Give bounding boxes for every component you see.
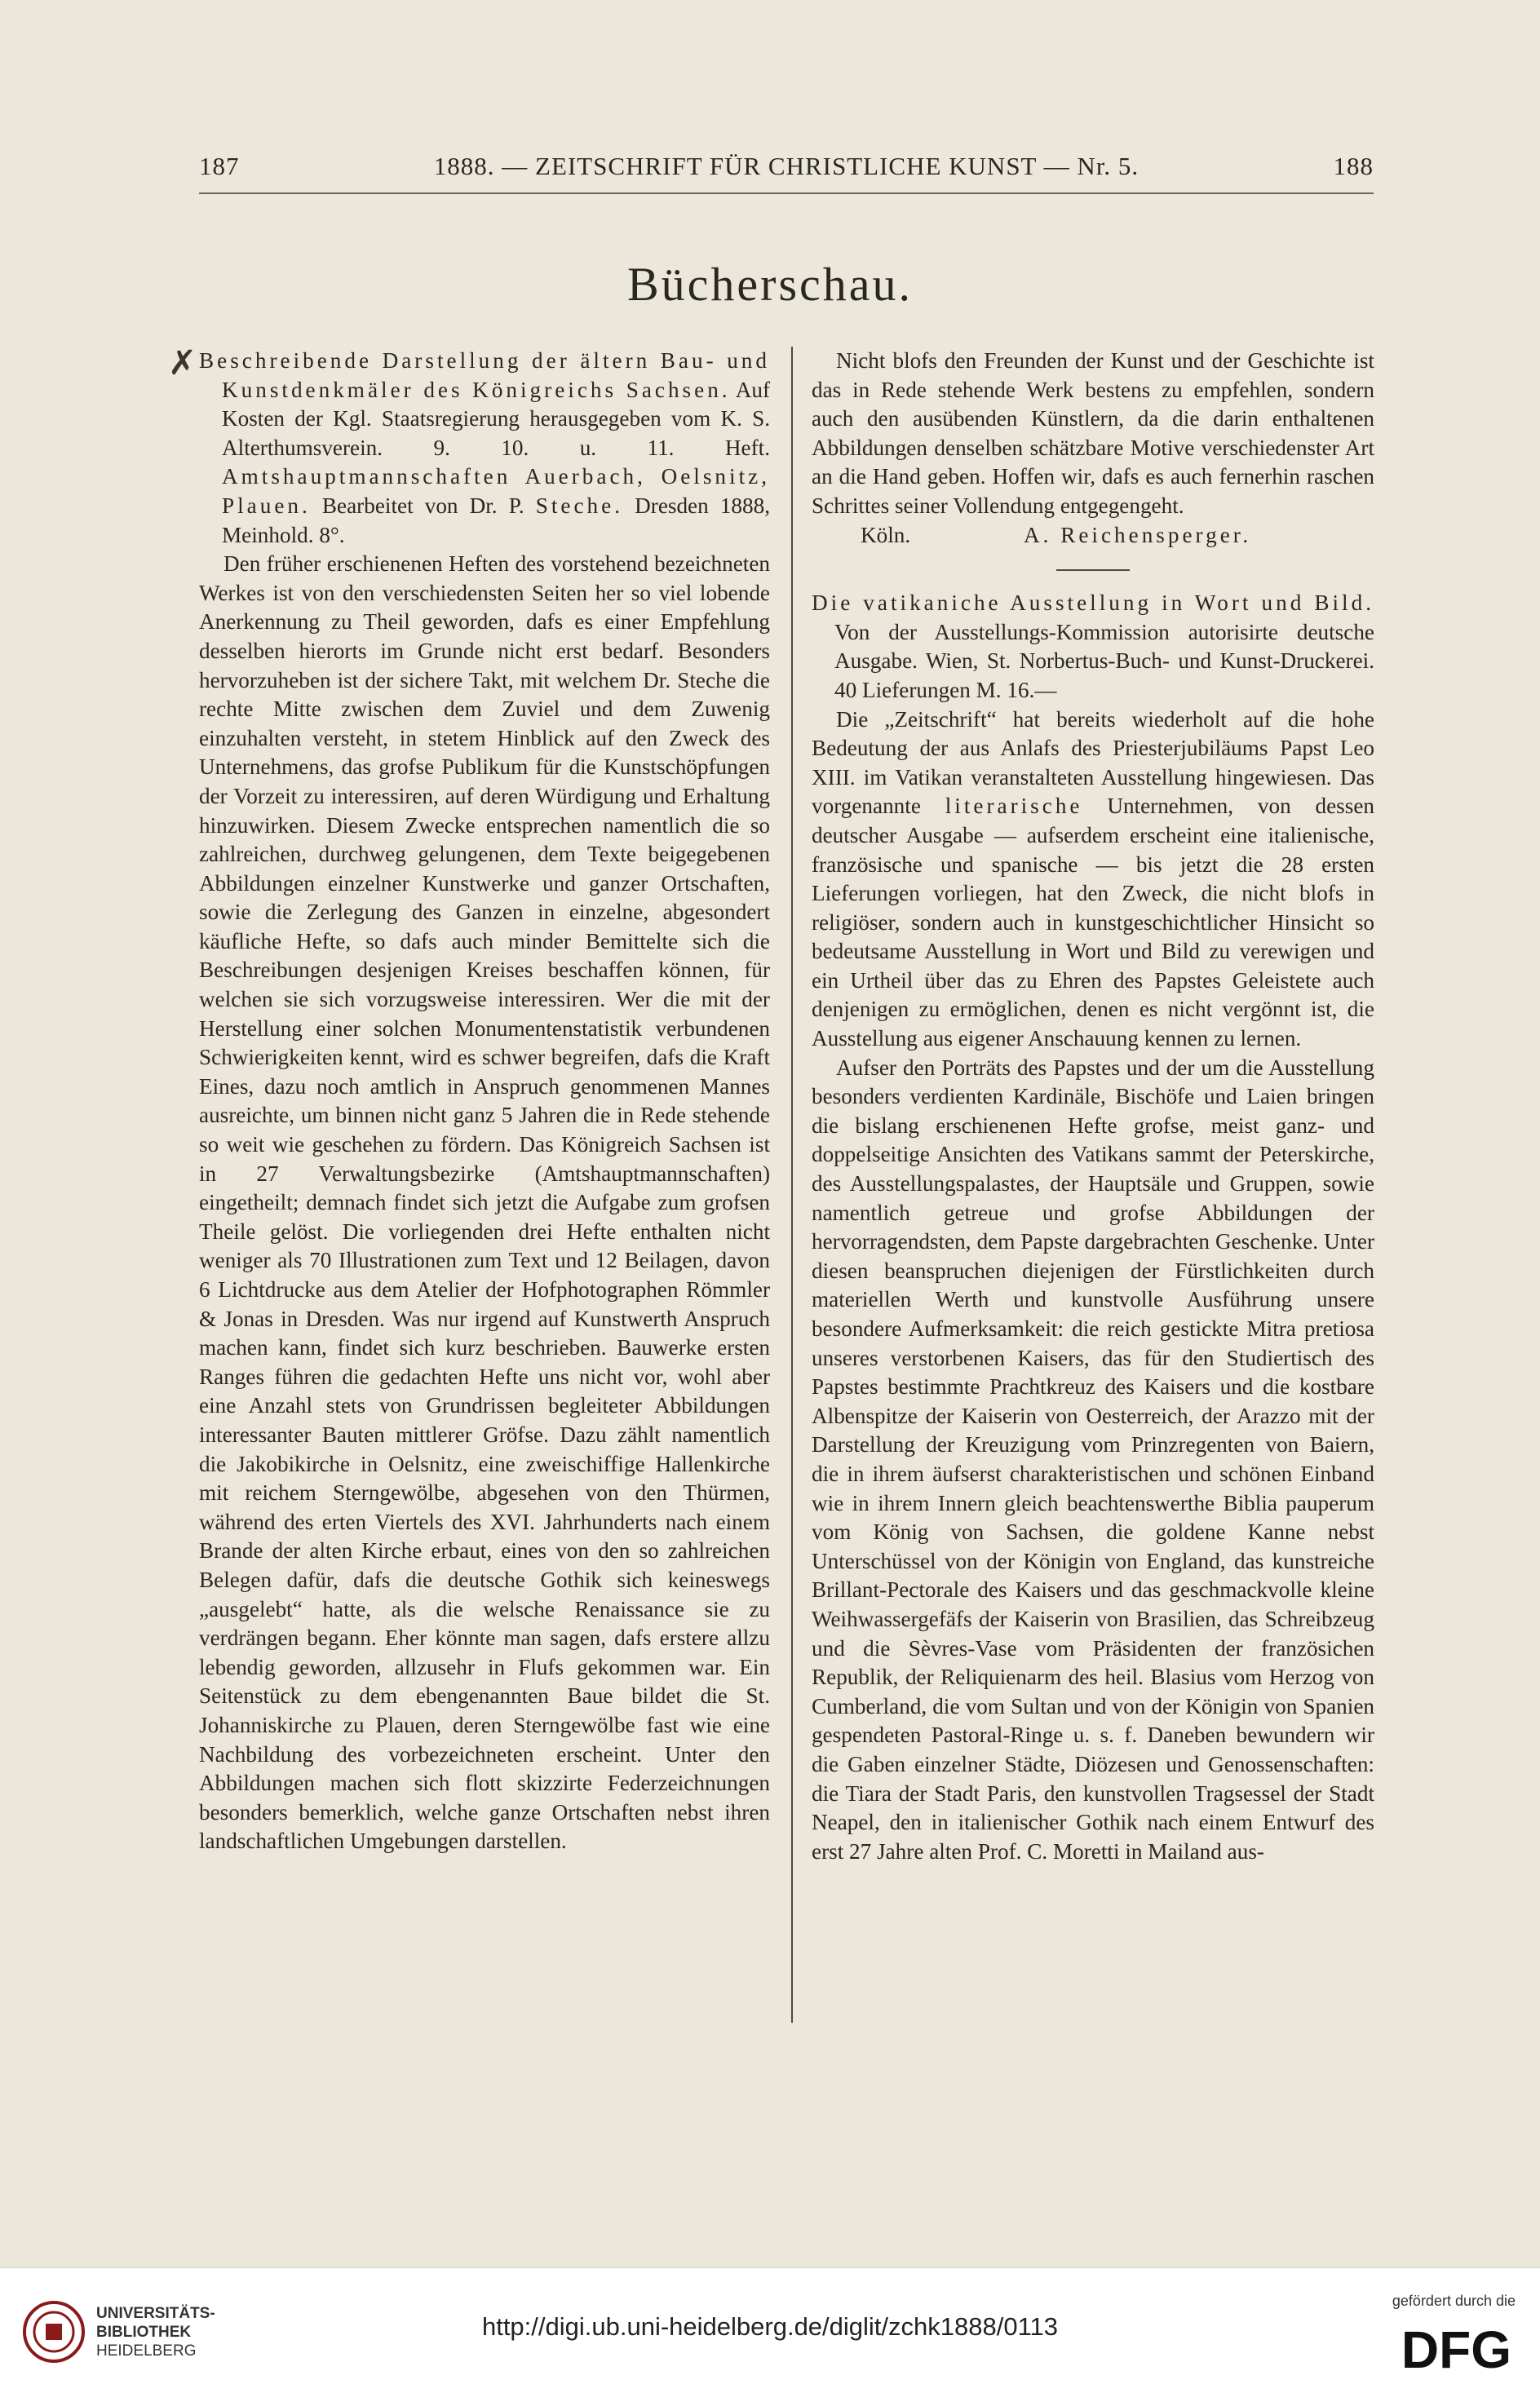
book-title-2: Die vatikaniche Ausstellung in Wort und Bild. (812, 591, 1374, 616)
library-name-line: HEIDELBERG (96, 2342, 197, 2360)
paragraph-text: Die „Zeitschrift“ hat bereits wiederholt auf die hohe Bedeutung der aus Anlafs des Priesterjubiläums Papst Leo XIII. im Vatikan veranstalteten Ausstellung hingewiesen. Das vorgenannte (812, 706, 1374, 819)
library-name-line: UNIVERSITÄTS- (96, 2305, 215, 2322)
book-imprint: Dresden 1888, Meinhold. 8°. (222, 493, 770, 547)
book-author: Steche. (535, 493, 624, 518)
dfg-logo-icon (1344, 2320, 1516, 2374)
signoff-author: A. Reichensperger. (1024, 522, 1252, 547)
funded-by-label: gefördert durch die (1392, 2293, 1516, 2309)
right-column (812, 347, 1374, 1866)
digitization-footer (0, 2267, 1540, 2393)
signoff-city: Köln. (861, 522, 911, 547)
book-editor-prefix: Bearbeitet von Dr. P. (310, 493, 536, 518)
entry-separator (1056, 569, 1130, 571)
page-number-left: 187 (199, 152, 240, 180)
review-paragraph-2 (812, 706, 1374, 1054)
book-publication-info: Auf Kosten der Kgl. Staatsregierung herausgegeben vom K. S. Alterthumsverein. 9. 10. u. 11. Heft. (222, 377, 770, 460)
review-paragraph-continued: Nicht blofs den Freunden der Kunst und der Geschichte ist das in Rede stehende Werk bestens zu empfehlen, sondern auch den ausübenden Künstlern, da die darin enthaltenen Abbildungen denselben schätzbare Motive verschiedenster Art an die Hand geben. Hoffen wir, dafs es auch fernerhin raschen Schrittes seiner Vollendung entgegengeht. (812, 348, 1374, 518)
column-divider (791, 347, 793, 2023)
review-entry-heading-2 (812, 589, 1374, 705)
review-paragraph-3: Aufser den Porträts des Papstes und der um die Ausstellung besonders verdienten Kardinäle, Bischöfe und Laien bringen die bislang erschienenen Hefte grofse, meist ganz- und doppelseitige Ansichten des Vatikans sammt der Peterskirche, des Ausstellungspalastes, der Hauptsäle und Gruppen, sowie namentlich getreue und grofse Abbildungen der hervorragendsten, dem Papste dargebrachten Geschenke. Unter diesen beanspruchen diejenigen der Fürstlichkeiten durch materiellen Werth und kunstvolle Ausführung unsere besondere Aufmerksamkeit: die reich gestickte Mitra pretiosa unseres verstorbenen Kaisers, das für den Studiertisch des Papstes bestimmte Prachtkreuz des Kaisers und die kostbare Albenspitze der Kaiserin von Oesterreich, der Arazzo mit der Darstellung der Kreuzigung vom Prinzregenten von Baiern, die in ihrem äufserst charakteristischen und schönen Einband wie in ihrem Innern gleich beachtenswerthe Biblia pauperum vom König von Sachsen, die goldene Kanne nebst Unterschüssel von der Königin von England, das kunstreiche Brillant-Pectorale des Kaisers und das geschmackvolle kleine Weihwassergefäfs der Kaiserin von Brasilien, das Schreibzeug und die Sèvres-Vase vom Präsidenten der französichen Republik, der Reliquienarm des heil. Blasius vom Herzog von Cumberland, die vom Sultan und von der Königin von Spanien gespendeten Pastoral-Ringe u. s. f. Daneben bewundern wir die Gaben einzelner Städte, Diözesen und Genossenschaften: die Tiara der Stadt Paris, den kunstvollen Tragsessel der Stadt Neapel, den in italienischer Gothik nach einem Entwurf des erst 27 Jahre alten Prof. C. Moretti in Mailand aus- (812, 1055, 1374, 1864)
running-head (199, 152, 1374, 189)
header-rule (199, 192, 1374, 194)
section-title: Bücherschau. (626, 258, 914, 311)
review-signoff (812, 521, 1374, 551)
book-publication-info-2: Von der Ausstellungs-Kommission autorisirte deutsche Ausgabe. Wien, St. Norbertus-Buch- und Kunst-Druckerei. 40 Lieferungen M. 16.— (834, 619, 1374, 702)
permalink-url[interactable]: http://digi.ub.uni-heidelberg.de/diglit/zchk1888/0113 (481, 2312, 1059, 2341)
journal-title: 1888. — ZEITSCHRIFT FÜR CHRISTLICHE KUNST — Nr. 5. (433, 152, 1140, 180)
margin-annotation-mark: ✗ (168, 343, 197, 383)
dfg-logo-text: DFG (1401, 2320, 1511, 2374)
book-subtitle: Amtshauptmannschaften Auerbach, Oelsnitz, Plauen. (222, 464, 770, 518)
paragraph-text: Unternehmen, von dessen deutscher Ausgabe — aufserdem erscheint eine italienische, französische und spanische — bis jetzt die 28 ersten Lieferungen vorliegen, hat den Zweck, die nicht blofs in religiöser, sondern auch in kunstgeschichtlicher Hinsicht so bedeutsame Ausstellung in Wort und Bild zu verewigen und ein Urtheil über das zu Ehren des Papstes Geleistete auch denjenigen zu ermöglichen, denen es nicht vergönnt ist, die Ausstellung aus eigener Anschauung kennen zu lernen. (812, 794, 1374, 1051)
left-column (199, 347, 770, 1856)
review-entry-heading (199, 347, 770, 550)
review-paragraph: Den früher erschienenen Heften des vorstehend bezeichneten Werkes ist von den verschiedensten Seiten her so viel lobende Anerkennung zu Theil geworden, dafs es einer Empfehlung desselben hierorts im Grunde nicht erst bedarf. Besonders hervorzuheben ist der sichere Takt, mit welchem Dr. Steche die rechte Mitte zwischen dem Zuviel und dem Zuwenig einzuhalten versteht, in stetem Hinblick auf den Zweck des Unternehmens, das grofse Publikum für die Kunstschöpfungen der Vorzeit zu interessiren, auf deren Würdigung und Erhaltung hinzuwirken. Diesem Zwecke entsprechen namentlich die so zahlreichen, durchweg gelungenen, dem Texte beigegebenen Abbildungen einzelner Kunstwerke und ganzer Ortschaften, sowie die Zerlegung des Ganzen in einzelne, abgesondert käufliche Hefte, so dafs auch minder Bemittelte sich die Beschreibungen desjenigen Kreises beschaffen können, für welchen sie sich vorzugsweise interessiren. Wer die mit der Herstellung einer solchen Monumentenstatistik verbundenen Schwierigkeiten kennt, wird es schwer begreifen, dafs die Kraft Eines, dazu noch amtlich in Anspruch genommenen Mannes ausreichte, um binnen nicht ganz 5 Jahren die in Rede stehende so weit wie geschehen zu fördern. Das Königreich Sachsen ist in 27 Verwaltungsbezirke (Amtshauptmannschaften) eingetheilt; demnach findet sich jetzt die Aufgabe zum grofsen Theile gelöst. Die vorliegenden drei Hefte enthalten nicht weniger als 70 Illustrationen zum Text und 12 Beilagen, davon 6 Lichtdrucke aus dem Atelier der Hofphotographen Römmler & Jonas in Dresden. Was nur irgend auf Kunstwerth Anspruch machen kann, findet sich kurz beschrieben. Bauwerke ersten Ranges führen die gedachten Hefte uns nicht vor, wohl aber eine Anzahl stets von Grundrissen begleiteter Abbildungen interessanter Bauten mittlerer Gröfse. Dazu zählt namentlich die Jakobikirche in Oelsnitz, eine zweischiffige Hallenkirche mit reichem Sterngewölbe, abgesehen von den Thürmen, während des erten Viertels des XVI. Jahrhunderts nach einem Brande der alten Kirche erbaut, eines von den so zahlreichen Belegen dafür, dafs die deutsche Gothik sich keineswegs „ausgelebt“ hatte, als die welsche Renaissance sie zu verdrängen begann. Eher könnte man sagen, dafs erstere allzu lebendig geworden, allzusehr in Flufs gekommen war. Ein Seitenstück zu dem ebengenannten Baue bildet die St. Johanniskirche zu Plauen, deren Sterngewölbe fast wie eine Nachbildung des vorbezeichneten erscheint. Unter den Abbildungen machen sich flott skizzirte Federzeichnungen besonders bemerklich, welche ganze Ortschaften nebst ihren landschaftlichen Umgebungen darstellen. (199, 551, 770, 1854)
page-number-right: 188 (1333, 152, 1374, 180)
library-name-line: BIBLIOTHEK (96, 2324, 192, 2341)
emphasized-word: literarische (945, 794, 1083, 819)
book-title: Beschreibende Darstellung der ältern Bau- und Kunstdenkmäler des Königreichs Sachsen. (199, 348, 770, 402)
